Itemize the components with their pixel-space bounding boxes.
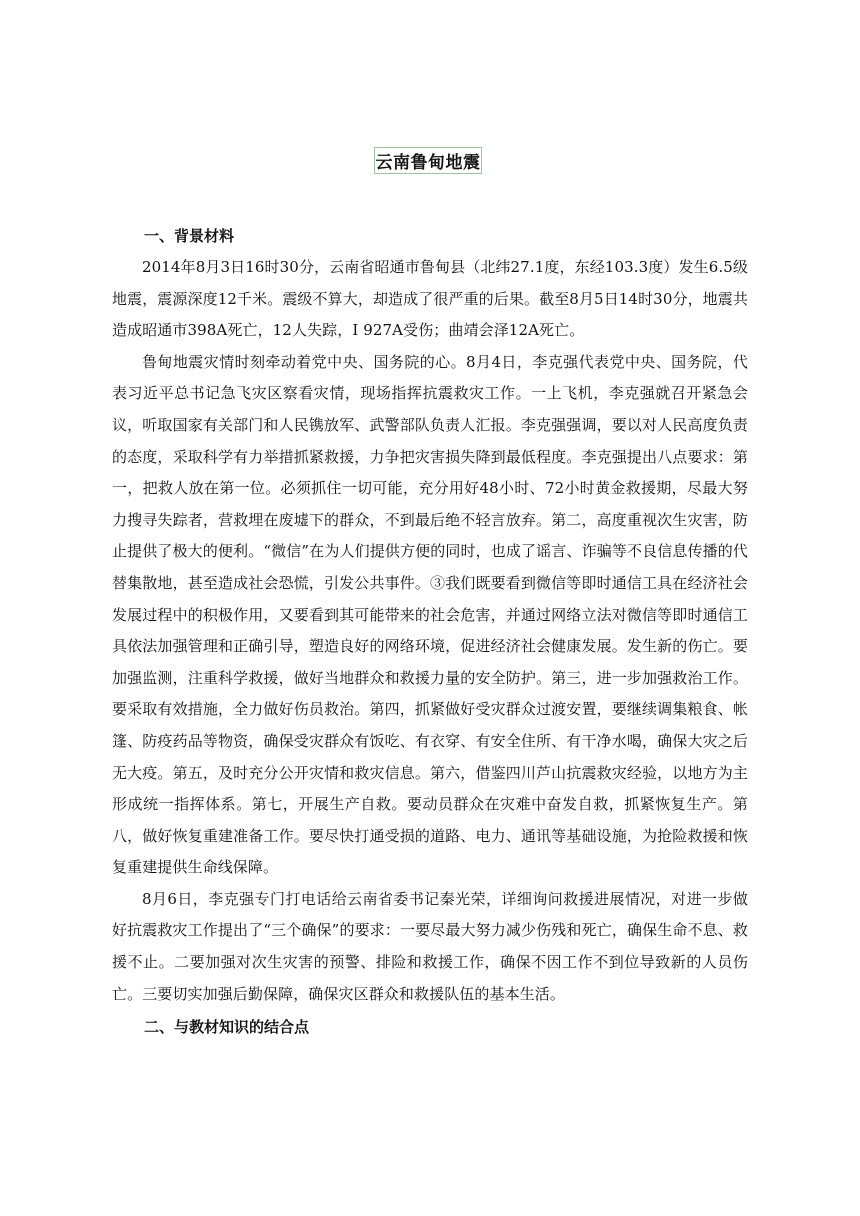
document-title-box [374, 147, 482, 174]
document-title: 云南鲁甸地震 [375, 153, 481, 173]
paragraph-premier-instructions: 鲁甸地震灾情时刻牵动着党中央、国务院的心。8月4日，李克强代表党中央、国务院，代表习近平总书记急飞灾区察看灾情，现场指挥抗震救灾工作。一上飞机，李克强就召开紧急会议，听取国家有关部门和人民镌放军、武警部队负责人汇报。李克强强调，要以对人民高度负责的态度，采取科学有力举措抓紧救援，力争把灾害损失降到最低程度。李克强提出八点要求：第一，把救人放在第一位。必须抓住一切可能，充分用好48小时、72小时黄金救援期，尽最大努力搜寻失踪者，营救埋在废墟下的群众，不到最后绝不轻言放弃。第二，高度重视次生灾害，防止提供了极大的便利。“微信”在为人们提供方便的同时，也成了谣言、诈骗等不良信息传播的代替集散地，甚至造成社会恐慌，引发公共事件。③我们既要看到微信等即时通信工具在经济社会发展过程中的积极作用，又要看到其可能带来的社会危害，并通过网络立法对微信等即时通信工具依法加强管理和正确引导，塑造良好的网络环境，促进经济社会健康发展。发生新的伤亡。要加强监测，注重科学救援，做好当地群众和救援力量的安全防护。第三，进一步加强救治工作。要采取有效措施，全力做好伤员救治。第四，抓紧做好受灾群众过渡安置，要继续调集粮食、帐篷、防疫药品等物资，确保受灾群众有饭吃、有衣穿、有安全住所、有干净水喝，确保大灾之后无大疫。第五，及时充分公开灾情和救灾信息。第六，借鉴四川芦山抗震救灾经验，以地方为主形成统一指挥体系。第七，开展生产自救。要动员群众在灾难中奋发自救，抓紧恢复生产。第八，做好恢复重建准备工作。要尽快打通受损的道路、电力、通讯等基础设施，为抢险救援和恢复重建提供生命线保障。 [112, 352, 748, 877]
section-heading-textbook-links: 二、与教材知识的结合点 [144, 1018, 310, 1037]
paragraph-earthquake-facts: 2014年8月3日16时30分，云南省昭通市鲁甸县（北纬27.1度，东经103.3度）发生6.5级地震，震源深度12千米。震级不算大，却造成了很严重的后果。截至8月5日14时30分，地震共造成昭通市398A死亡，12人失踪，I 927A受伤；曲靖会泽12A死亡。 [112, 258, 748, 340]
section-heading-background: 一、背景材料 [144, 227, 235, 245]
document-body [112, 221, 748, 1043]
paragraph-three-guarantees: 8月6日，李克强专门打电话给云南省委书记秦光荣，详细询问救援进展情况，对进一步做好抗震救灾工作提出了“三个确保”的要求：一要尽最大努力减少伤残和死亡，确保生命不息、救援不止。二要加强对次生灾害的预警、排险和救援工作，确保不因工作不到位导致新的人员伤亡。三要切实加强后勤保障，确保灾区群众和救援队伍的基本生活。 [112, 889, 748, 1003]
